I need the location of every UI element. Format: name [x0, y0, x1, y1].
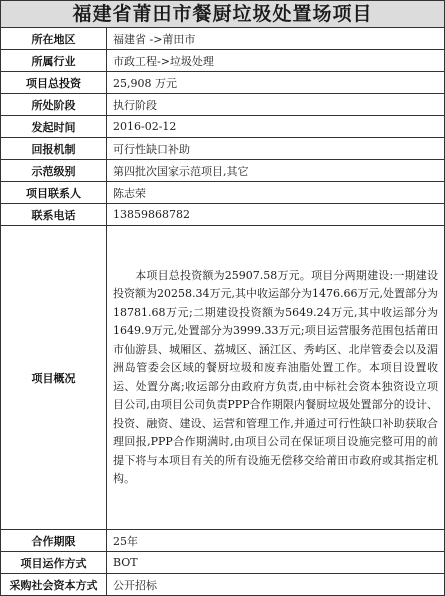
row-value-stage: 执行阶段: [107, 94, 445, 116]
row-value-region: 福建省 ->莆田市: [107, 28, 445, 50]
table-row: [1, 94, 445, 116]
row-value-cooperation-period: 25年: [107, 530, 445, 552]
row-value-phone: 13859868782: [107, 204, 445, 226]
row-label-cooperation-period: 合作期限: [1, 530, 107, 552]
row-label-overview: 项目概况: [1, 226, 107, 530]
table-row-overview: [1, 226, 445, 530]
table-row: [1, 116, 445, 138]
row-label-region: 所在地区: [1, 28, 107, 50]
row-label-contact: 项目联系人: [1, 182, 107, 204]
overview-text: 本项目总投资额为25907.58万元。项目分两期建设:一期建设投资额为20258.34万元,其中收运部分为1476.66万元,处置部分为18781.68万元;二期建设投资额为5649.24万元,其中收运部分为1649.9万元,处置部分为3999.33万元;项目运营服务范围包括莆田市仙游县、城厢区、荔城区、涵江区、秀屿区、北岸管委会以及湄洲岛管委会区域的餐厨垃圾和废弃油脂处置工作。本项目设置收运、处置分离;收运部分由政府方负责,由中标社会资本独资设立项目公司,由项目公司负责PPP合作期限内餐厨垃圾处置部分的设计、投资、融资、建设、运营和管理工作,并通过可行性缺口补助获取合理回报,PPP合作期满时,由项目公司在保证项目设施完整可用的前提下将与本项目有关的所有设施无偿移交给莆田市政府或其指定机构。: [113, 268, 438, 485]
page-title: 福建省莆田市餐厨垃圾处置场项目: [0, 0, 445, 27]
table-row: [1, 160, 445, 182]
row-label-procurement-method: 采购社会资本方式: [1, 574, 107, 596]
row-value-launch-date: 2016-02-12: [107, 116, 445, 138]
row-value-operation-mode: BOT: [107, 552, 445, 574]
row-value-total-investment: 25,908 万元: [107, 72, 445, 94]
row-label-phone: 联系电话: [1, 204, 107, 226]
row-value-contact: 陈志荣: [107, 182, 445, 204]
row-label-operation-mode: 项目运作方式: [1, 552, 107, 574]
table-row: [1, 574, 445, 596]
row-label-demo-level: 示范级别: [1, 160, 107, 182]
row-label-total-investment: 项目总投资: [1, 72, 107, 94]
row-value-demo-level: 第四批次国家示范项目,其它: [107, 160, 445, 182]
project-info-table: [0, 27, 445, 596]
row-label-industry: 所属行业: [1, 50, 107, 72]
row-label-stage: 所处阶段: [1, 94, 107, 116]
table-row: [1, 28, 445, 50]
table-row: [1, 72, 445, 94]
row-value-return-mechanism: 可行性缺口补助: [107, 138, 445, 160]
table-row: [1, 552, 445, 574]
row-label-return-mechanism: 回报机制: [1, 138, 107, 160]
table-row: [1, 182, 445, 204]
row-value-industry: 市政工程->垃圾处理: [107, 50, 445, 72]
row-value-overview: [107, 226, 445, 530]
table-row: [1, 50, 445, 72]
table-row: [1, 204, 445, 226]
row-label-launch-date: 发起时间: [1, 116, 107, 138]
row-value-procurement-method: 公开招标: [107, 574, 445, 596]
table-row: [1, 138, 445, 160]
table-row: [1, 530, 445, 552]
